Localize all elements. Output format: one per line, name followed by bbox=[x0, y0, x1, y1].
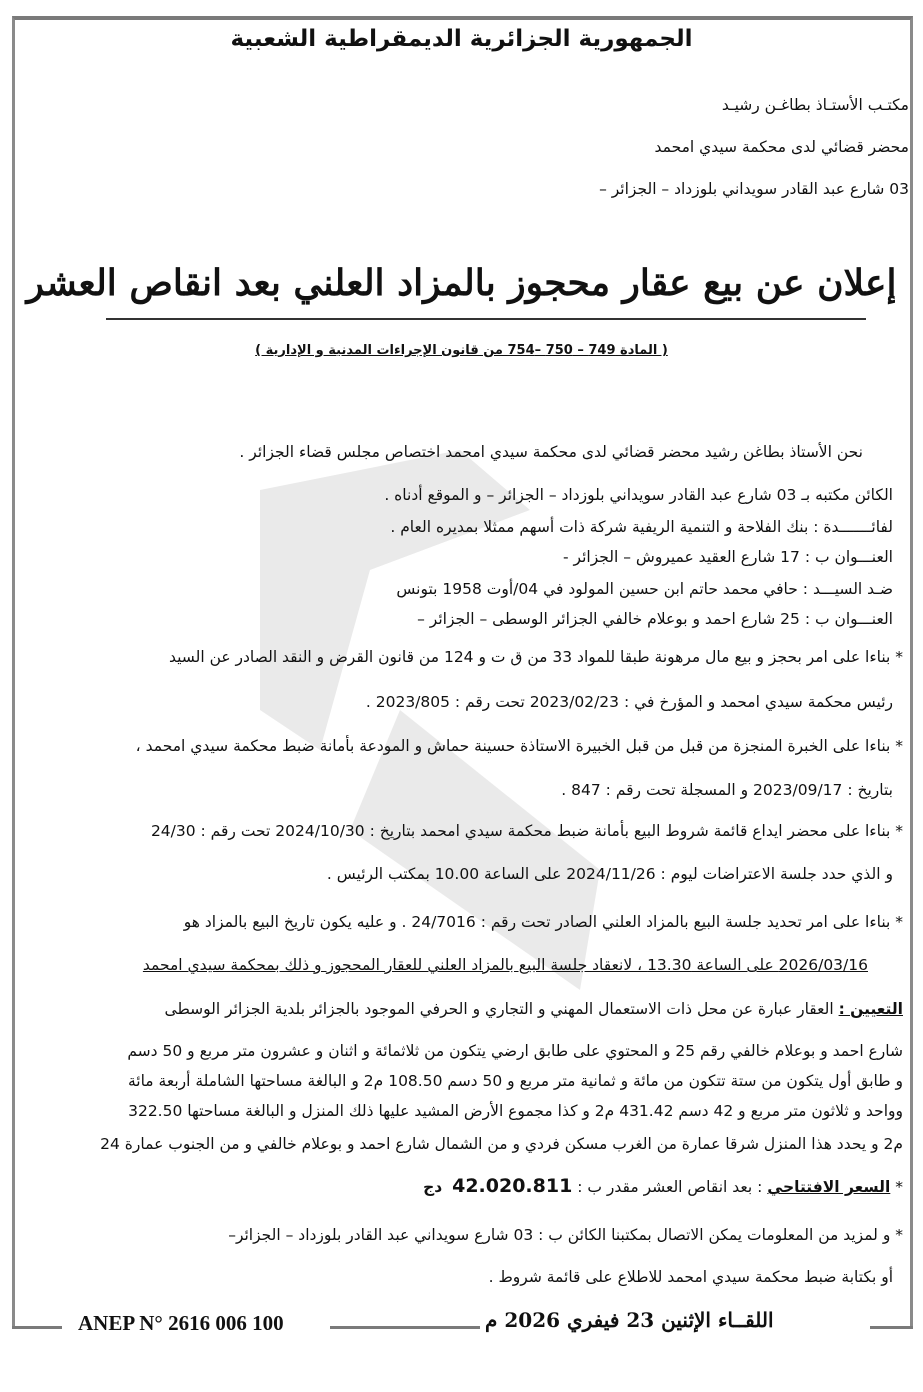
intro-line: نحن الأستاذ بطاغن رشيد محضر قضائي لدى محكمة سيدي امحمد اختصاص مجلس قضاء الجزائر . bbox=[239, 443, 863, 461]
designation-line bbox=[165, 1000, 903, 1018]
opening-price-text: : بعد انقاص العشر مقدر ب : bbox=[572, 1178, 768, 1196]
defendant-address: العنـــوان ب : 25 شارع احمد و بوعلام خالفي الجزائر الوسطى – الجزائر – bbox=[417, 610, 893, 628]
contact-line: * و لمزيد من المعلومات يمكن الاتصال بمكتبنا الكائن ب : 03 شارع سويداني عبد القادر بلوزداد – الجزائر– bbox=[228, 1226, 903, 1244]
notice-title: إعلان عن بيع عقار محجوز بالمزاد العلني بعد انقاص العشر bbox=[26, 262, 897, 304]
opening-price-label: السعر الافتتاحي bbox=[767, 1178, 891, 1196]
defendant: ضـد السيـــد : حافي محمد حاتم ابن حسين المولود في 04/أوت 1958 بتونس bbox=[396, 580, 893, 598]
frame-bottom-rule bbox=[870, 1326, 913, 1329]
opening-price-amount: 42.020.811 bbox=[452, 1175, 573, 1197]
title-underline bbox=[106, 318, 866, 320]
recital-line: * بناءا على محضر ايداع قائمة شروط البيع بأمانة ضبط محكمة سيدي امحمد بتاريخ : 2024/10/30 تحت رقم : 24/30 bbox=[150, 822, 903, 840]
republic-header: الجمهورية الجزائرية الديمقراطية الشعبية bbox=[230, 26, 693, 52]
recital-line: بتاريخ : 2023/09/17 و المسجلة تحت رقم : 847 . bbox=[561, 781, 893, 799]
currency: دج bbox=[423, 1178, 443, 1196]
frame-bottom-rule bbox=[330, 1326, 480, 1329]
office-name: مكتـب الأستـاذ بطاغـن رشيـد bbox=[721, 96, 909, 114]
sale-date-line: 2026/03/16 على الساعة 13.30 ، لانعقاد جلسة البيع بالمزاد العلني للعقار المحجوز و ذلك بمحكمة سيدي امحمد bbox=[142, 956, 868, 974]
opening-price-line: * السعر الافتتاحي : بعد انقاص العشر مقدر ب : 42.020.811 دج bbox=[423, 1175, 903, 1197]
designation-label: التعيين : bbox=[838, 1000, 903, 1018]
designation-line: شارع احمد و بوعلام خالفي رقم 25 و المحتوي على طابق ارضي يتكون من ثلاثمائة و اثنان و عشرون متر مربع و 50 دسم bbox=[127, 1042, 903, 1060]
designation-line: و طابق أول يتكون من ستة تتكون من مائة و ثمانية متر مربع و 50 دسم 108.50 م2 و البالغة مساحتها الشاملة أربعة مائة bbox=[127, 1072, 903, 1090]
recital-line: رئيس محكمة سيدي امحمد و المؤرخ في : 2023/02/23 تحت رقم : 2023/805 . bbox=[365, 693, 893, 711]
contact-line: أو بكتابة ضبط محكمة سيدي امحمد للاطلاع على قائمة شروط . bbox=[488, 1268, 893, 1286]
designation-line: وواحد و ثلاثون متر مربع و 42 دسم 431.42 م2 و كذا مجموع الأرض المشيد عليها ذلك المنزل و البالغة مساحتها 322.50 bbox=[128, 1102, 903, 1120]
anep-number: ANEP N° 2616 006 100 bbox=[78, 1311, 284, 1335]
recital-line: * بناءا على امر بحجز و بيع مال مرهونة طبقا للمواد 33 من ق ت و 124 من قانون القرض و النقد الصادر عن السيد bbox=[168, 648, 903, 666]
office-role: محضر قضائي لدى محكمة سيدي امحمد bbox=[654, 138, 909, 156]
notice-subtitle: ( المادة 749 – 750 –754 من قانون الإجراءات المدنية و الإدارية ) bbox=[255, 343, 668, 358]
office-address: 03 شارع عبد القادر سويداني بلوزداد – الجزائر – bbox=[599, 180, 909, 198]
frame-bottom-rule bbox=[12, 1326, 62, 1329]
office-location: الكائن مكتبه بـ 03 شارع عبد القادر سويداني بلوزداد – الجزائر – و الموقع أدناه . bbox=[384, 486, 893, 504]
beneficiary-address: العنـــوان ب : 17 شارع العقيد عميروش – الجزائر - bbox=[563, 548, 893, 566]
designation-line: م2 و يحدد هذا المنزل شرقا عمارة من الغرب مسكن فردي و من الشمال شارع احمد و بوعلام خالفي و من الجنوب عمارة 24 bbox=[100, 1135, 903, 1153]
recital-line: و الذي حدد جلسة الاعتراضات ليوم : 2024/11/26 على الساعة 10.00 بمكتب الرئيس . bbox=[326, 865, 893, 883]
recital-line: * بناءا على امر تحديد جلسة البيع بالمزاد العلني الصادر تحت رقم : 24/7016 . و عليه يكون تاريخ البيع بالمزاد هو bbox=[183, 913, 903, 931]
publication-date: اللقــاء الإثنين 23 فيفري 2026 م bbox=[485, 1308, 774, 1332]
beneficiary: لفائـــــــدة : بنك الفلاحة و التنمية الريفية شركة ذات أسهم ممثلا بمديره العام . bbox=[390, 518, 893, 536]
recital-line: * بناءا على الخبرة المنجزة من قبل من قبل الخبيرة الاستاذة حسينة حماش و المودعة بأمانة ضبط محكمة سيدي امحمد ، bbox=[135, 737, 903, 755]
designation-text: العقار عبارة عن محل ذات الاستعمال المهني و التجاري و الحرفي الموجود بالجزائر بلدية الجزائر الوسطى bbox=[164, 1000, 839, 1018]
